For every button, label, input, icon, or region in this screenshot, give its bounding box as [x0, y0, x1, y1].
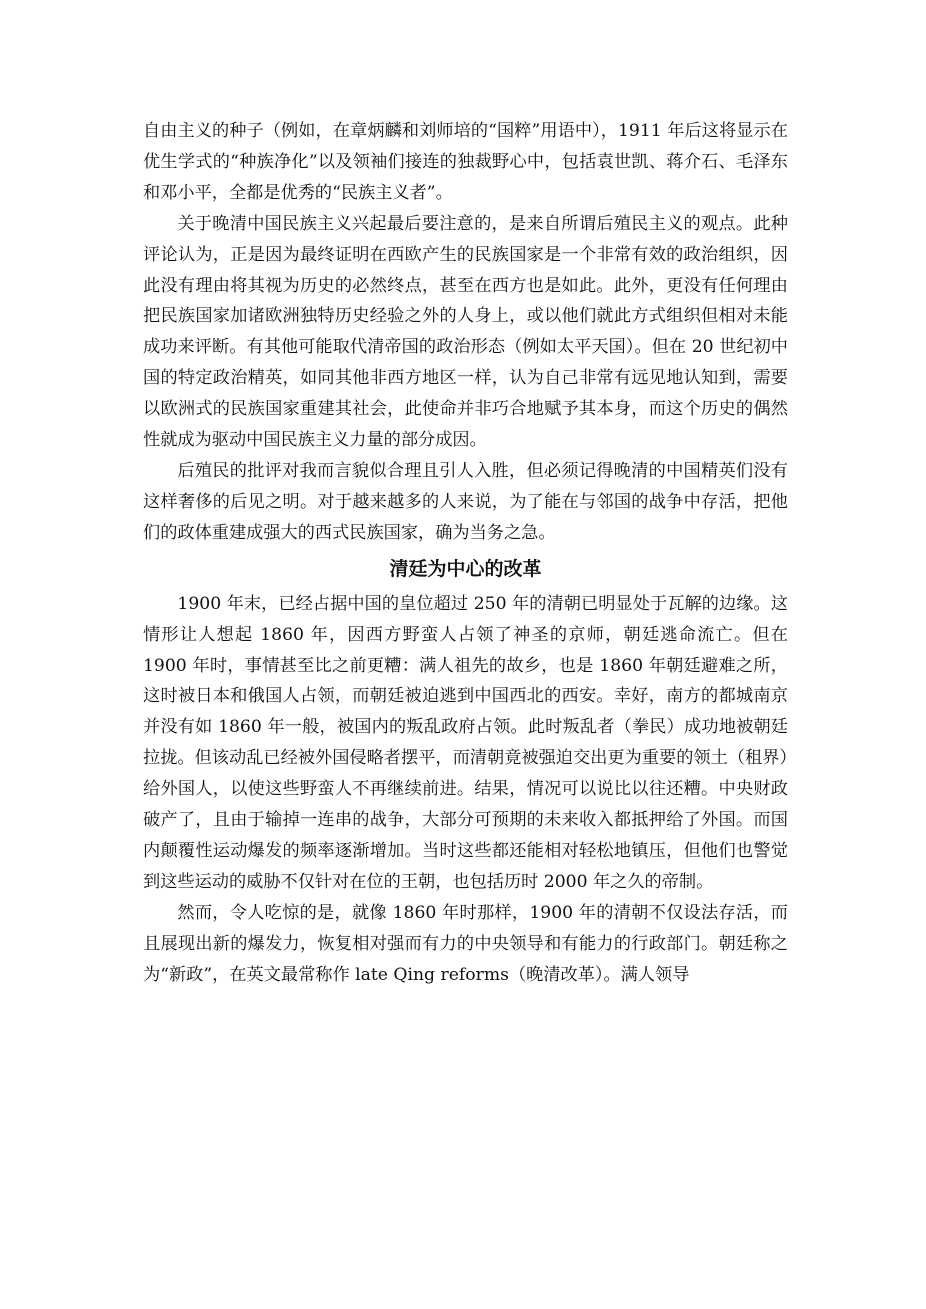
body-text [143, 116, 788, 990]
section-heading: 清廷为中心的改革 [389, 557, 542, 580]
paragraph-new-policies: 然而，令人吃惊的是，就像 1860 年时那样，1900 年的清朝不仅设法存活，而且展现出新的爆发力，恢复相对强而有力的中央领导和有能力的行政部门。朝廷称之为“新政”，在英文最常称作 late Qing reforms（晚清改革）。满人领导 [143, 902, 788, 985]
paragraph-postcolonial-view: 关于晚清中国民族主义兴起最后要注意的，是来自所谓后殖民主义的观点。此种评论认为，正是因为最终证明在西欧产生的民族国家是一个非常有效的政治组织，因此没有理由将其视为历史的必然终点，甚至在西方也是如此。此外，更没有任何理由把民族国家加诸欧洲独特历史经验之外的人身上，或以他们就此方式组织但相对未能成功来评断。有其他可能取代清帝国的政治形态（例如太平天国）。但在 20 世纪初中国的特定政治精英，如同其他非西方地区一样，认为自己非常有远见地认知到，需要以欧洲式的民族国家重建其社会，此使命并非巧合地赋予其本身，而这个历史的偶然性就成为驱动中国民族主义力量的部分成因。 [143, 213, 788, 451]
paragraph-postcolonial-critique: 后殖民的批评对我而言貌似合理且引人入胜，但必须记得晚清的中国精英们没有这样奢侈的后见之明。对于越来越多的人来说，为了能在与邻国的战争中存活，把他们的政体重建成强大的西式民族国家，确为当务之急。 [143, 460, 788, 543]
paragraph-continuation: 自由主义的种子（例如，在章炳麟和刘师培的“国粹”用语中），1911 年后这将显示在优生学式的“种族净化”以及领袖们接连的独裁野心中，包括袁世凯、蒋介石、毛泽东和邓小平，全都是优秀的“民族主义者”。 [143, 121, 788, 203]
paragraph-1900-crisis: 1900 年末，已经占据中国的皇位超过 250 年的清朝已明显处于瓦解的边缘。这情形让人想起 1860 年，因西方野蛮人占领了神圣的京师，朝廷逃命流亡。但在 1900 年时，事情甚至比之前更糟：满人祖先的故乡，也是 1860 年朝廷避难之所，这时被日本和俄国人占领，而朝廷被迫逃到中国西北的西安。幸好，南方的都城南京并没有如 1860 年一般，被国内的叛乱政府占领。此时叛乱者（拳民）成功地被朝廷拉拢。但该动乱已经被外国侵略者摆平，而清朝竟被强迫交出更为重要的领土（租界）给外国人，以使这些野蛮人不再继续前进。结果，情况可以说比以往还糟。中央财政破产了，且由于输掉一连串的战争，大部分可预期的未来收入都抵押给了外国。而国内颠覆性运动爆发的频率逐渐增加。当时这些都还能相对轻松地镇压，但他们也警觉到这些运动的威胁不仅针对在位的王朝，也包括历时 2000 年之久的帝制。 [143, 593, 788, 892]
